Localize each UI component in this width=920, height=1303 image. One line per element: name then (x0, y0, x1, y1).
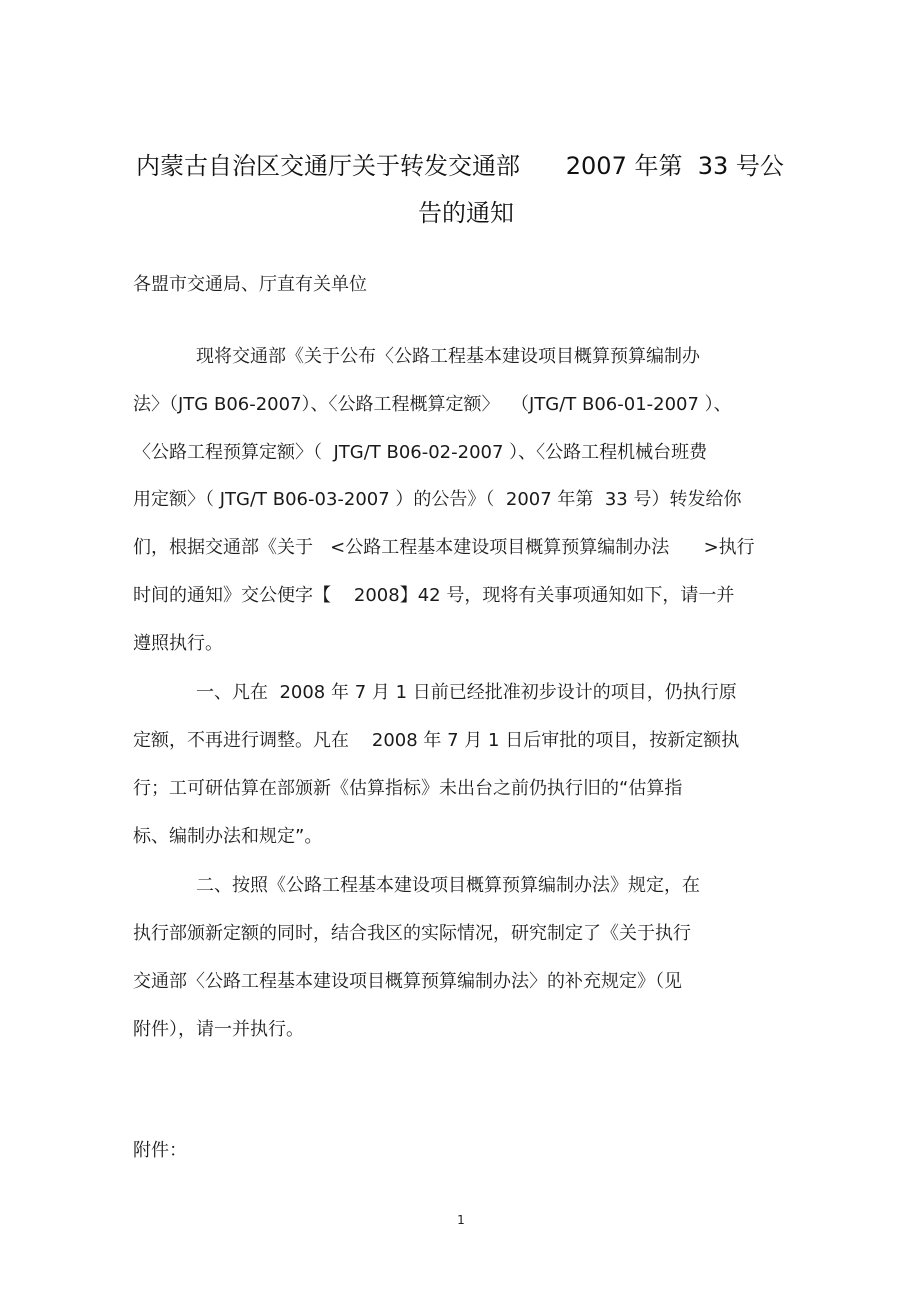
section-one-line-4: 标、编制办法和规定”。 (133, 826, 323, 847)
body-line-1: 现将交通部《关于公布〈公路工程基本建设项目概算预算编制办 (196, 346, 700, 367)
section-one-line-3: 行；工可研估算在部颁新《估算指标》未出台之前仍执行旧的“估算指 (133, 778, 683, 799)
body-line-5: 们，根据交通部《关于 <公路工程基本建设项目概算预算编制办法 >执行 (133, 537, 755, 558)
section-one-line-1: 一、凡在 2008 年 7 月 1 日前已经批准初步设计的项目，仍执行原 (196, 682, 737, 703)
body-line-2: 法〉（JTG B06-2007）、〈公路工程概算定额〉 （JTG/T B06-01-2007 ）、 (133, 394, 732, 415)
section-two-line-1: 二、按照《公路工程基本建设项目概算预算编制办法》规定，在 (196, 875, 700, 896)
page-number: 1 (457, 1213, 465, 1227)
body-line-4: 用定额〉（ JTG/T B06-03-2007 ）的公告》（ 2007 年第 33 号）转发给你 (133, 489, 742, 510)
attachment-label: 附件： (133, 1140, 187, 1161)
body-line-3: 〈公路工程预算定额〉（ JTG/T B06-02-2007 ）、〈公路工程机械台班费 (133, 442, 708, 463)
document-title-line-1: 内蒙古自治区交通厅关于转发交通部 2007 年第 33 号公 (136, 152, 784, 180)
body-line-6: 时间的通知》交公便字【 2008】42 号，现将有关事项通知如下，请一并 (133, 585, 735, 606)
addressee-line: 各盟市交通局、厅直有关单位 (133, 274, 367, 295)
section-two-line-4: 附件），请一并执行。 (133, 1019, 304, 1040)
document-title-line-2: 告的通知 (418, 199, 514, 227)
section-one-line-2: 定额，不再进行调整。凡在 2008 年 7 月 1 日后审批的项目，按新定额执 (133, 730, 740, 751)
body-line-7: 遵照执行。 (133, 633, 223, 654)
section-two-line-3: 交通部〈公路工程基本建设项目概算预算编制办法〉的补充规定》（见 (133, 971, 682, 992)
section-two-line-2: 执行部颁新定额的同时，结合我区的实际情况，研究制定了《关于执行 (133, 923, 691, 944)
